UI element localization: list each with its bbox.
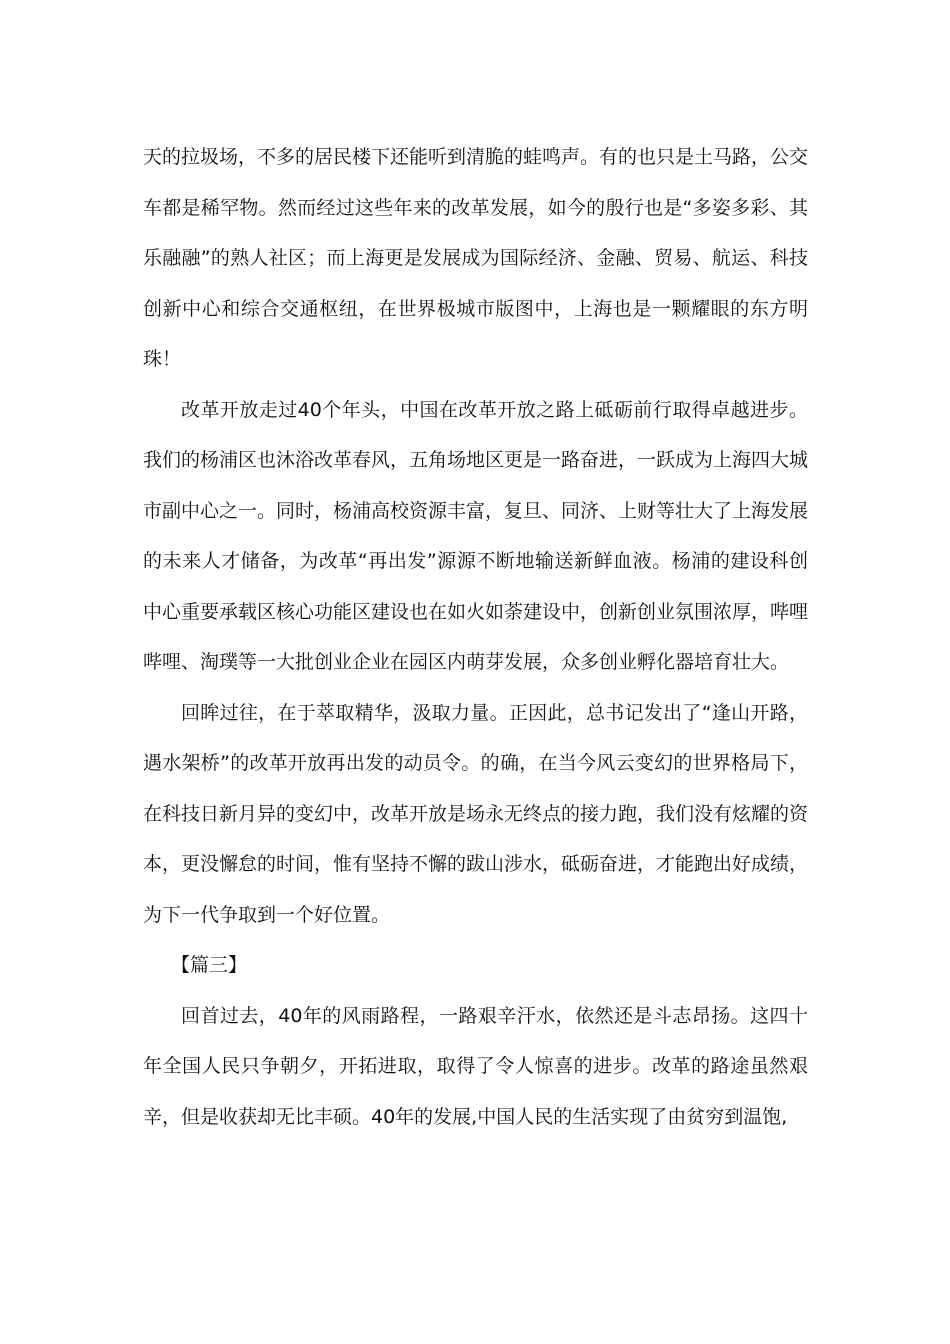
document-body xyxy=(143,132,808,1142)
paragraph-3: 回眸过往，在于萃取精华，汲取力量。正因此，总书记发出了“逢山开路，遇水架桥”的改革开放再出发的动员令。的确，在当今风云变幻的世界格局下，在科技日新月异的变幻中，改革开放是场永无终点的接力跑，我们没有炫耀的资本，更没懈怠的时间，惟有坚持不懈的跋山涉水，砥砺奋进，才能跑出好成绩，为下一代争取到一个好位置。 xyxy=(143,701,809,926)
section-heading: 【篇三】 xyxy=(171,954,248,976)
paragraph-1: 天的拉圾场，不多的居民楼下还能听到清脆的蛙鸣声。有的也只是土马路，公交车都是稀罕物。然而经过这些年来的改革发展，如今的殷行也是“多姿多彩、其乐融融”的熟人社区；而上海更是发展成为国际经济、金融、贸易、航运、科技创新中心和综合交通枢纽，在世界极城市版图中，上海也是一颗耀眼的东方明珠！ xyxy=(143,146,809,370)
paragraph-4: 回首过去，40年的风雨路程，一路艰辛汗水，依然还是斗志昂扬。这四十年全国人民只争朝夕，开拓进取，取得了令人惊喜的进步。改革的路途虽然艰辛，但是收获却无比丰硕。40年的发展,中国人民的生活实现了由贫穷到温饱, xyxy=(143,1004,808,1128)
paragraph-2: 改革开放走过40个年头，中国在改革开放之路上砥砺前行取得卓越进步。我们的杨浦区也沐浴改革春风，五角场地区更是一路奋进，一跃成为上海四大城市副中心之一。同时，杨浦高校资源丰富，复旦、同济、上财等壮大了上海发展的未来人才储备，为改革“再出发”源源不断地输送新鲜血液。杨浦的建设科创中心重要承载区核心功能区建设也在如火如荼建设中，创新创业氛围浓厚，哔哩哔哩、淘璞等一大批创业企业在园区内萌芽发展，众多创业孵化器培育壮大。 xyxy=(143,398,809,673)
